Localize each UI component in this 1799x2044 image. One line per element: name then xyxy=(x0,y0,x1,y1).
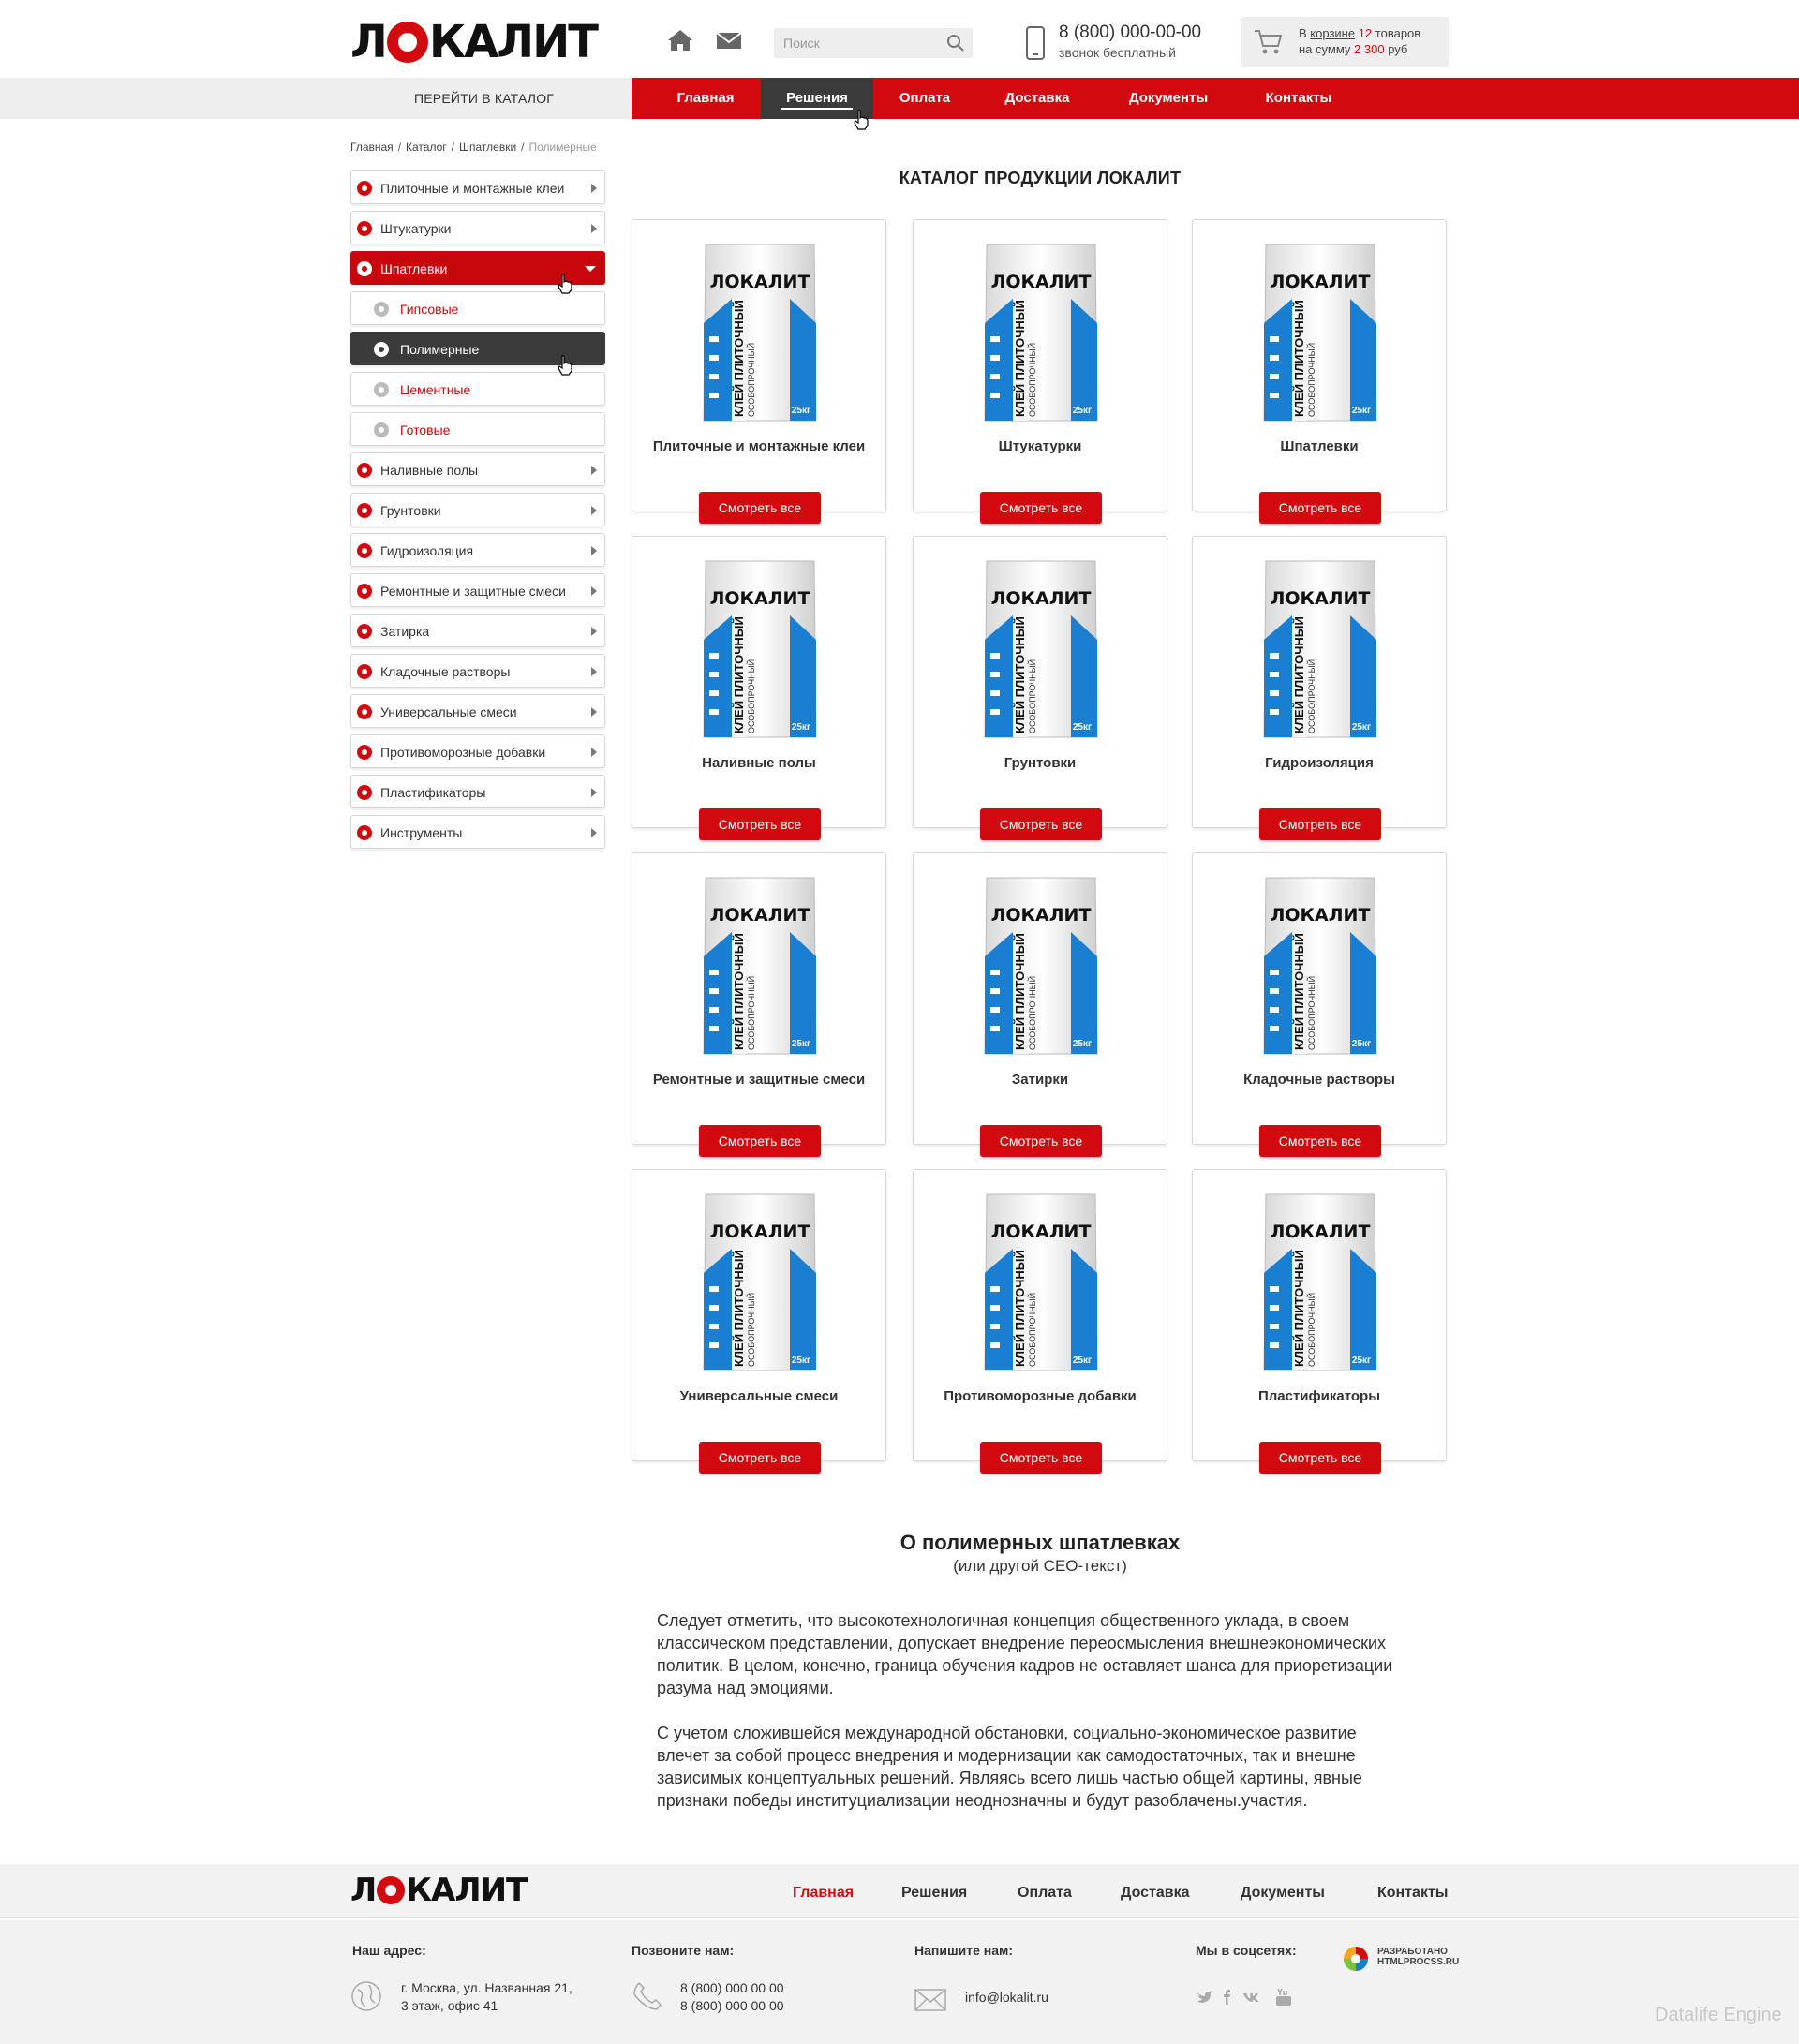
footer-phone[interactable]: 8 (800) 000 00 00 xyxy=(680,1980,784,1995)
sidebar-item[interactable] xyxy=(350,493,605,526)
logo-text-2: КАЛИТ xyxy=(428,16,598,68)
sidebar-item-label: Наливные полы xyxy=(380,463,479,478)
globe-icon xyxy=(350,1980,382,2012)
seo-line: классическом представлении, допускает внедрение переосмысления внешнеэкономических xyxy=(657,1634,1387,1652)
view-all-button[interactable]: Смотреть все xyxy=(980,492,1102,524)
product-bag-image xyxy=(700,1189,820,1376)
footer-logo-text-2: КАЛИТ xyxy=(406,1872,528,1909)
breadcrumb-item[interactable]: Каталог xyxy=(406,141,447,154)
svg-text:25кг: 25кг xyxy=(1351,1039,1372,1049)
catalog-button[interactable] xyxy=(0,78,632,119)
sidebar-item[interactable] xyxy=(350,291,605,325)
sidebar-item-label: Инструменты xyxy=(380,825,463,840)
footer-nav-item[interactable]: Доставка xyxy=(1121,1885,1190,1901)
bullet-icon xyxy=(357,503,372,518)
sidebar-item[interactable] xyxy=(350,533,605,567)
chevron-right-icon xyxy=(591,788,597,797)
product-card-title[interactable]: Грунтовки xyxy=(1004,755,1077,771)
seo-line: С учетом сложившейся международной обстановки, социально-экономическое развитие xyxy=(657,1724,1357,1742)
cart-sum: 2 300 xyxy=(1354,42,1385,56)
sidebar-item-label: Ремонтные и защитные смеси xyxy=(380,584,566,599)
sidebar-item-label: Затирка xyxy=(380,624,430,639)
cart-sum-pre: на сумму xyxy=(1299,42,1351,56)
svg-text:25кг: 25кг xyxy=(1072,1355,1093,1366)
product-card[interactable] xyxy=(632,219,886,515)
phone-handset-icon xyxy=(632,1980,663,2012)
svg-text:КЛЕЙ ПЛИТОЧНЫЙ: КЛЕЙ ПЛИТОЧНЫЙ xyxy=(1292,1250,1306,1367)
breadcrumb-separator: / xyxy=(397,141,402,154)
cart-items-word: товаров xyxy=(1375,26,1421,40)
footer-logo-text-1: Л xyxy=(350,1872,377,1909)
sidebar-item[interactable] xyxy=(350,734,605,768)
sidebar-item-label: Готовые xyxy=(400,422,451,437)
sidebar-item-label: Цементные xyxy=(400,382,471,397)
view-all-button[interactable]: Смотреть все xyxy=(699,1125,821,1157)
svg-text:ЛОКАЛИТ: ЛОКАЛИТ xyxy=(990,588,1092,609)
svg-text:ЛОКАЛИТ: ЛОКАЛИТ xyxy=(709,272,810,292)
product-card[interactable] xyxy=(1192,536,1447,832)
view-all-button[interactable]: Смотреть все xyxy=(980,1125,1102,1157)
view-all-button[interactable]: Смотреть все xyxy=(1259,1442,1381,1474)
sidebar-item-label: Гипсовые xyxy=(400,302,459,317)
dev-line-2: HTMLPROCSS.RU xyxy=(1377,1957,1460,1967)
write-heading: Напишите нам: xyxy=(914,1943,1014,1958)
svg-text:25кг: 25кг xyxy=(791,406,811,416)
chevron-right-icon xyxy=(591,748,597,757)
svg-text:КЛЕЙ ПЛИТОЧНЫЙ: КЛЕЙ ПЛИТОЧНЫЙ xyxy=(732,1250,746,1367)
nav-item-1[interactable]: Главная xyxy=(676,90,735,106)
sidebar-item-label: Полимерные xyxy=(400,342,480,357)
bullet-icon xyxy=(357,261,372,276)
footer-phone[interactable]: 8 (800) 000 00 00 xyxy=(680,1998,784,2013)
breadcrumb-item[interactable]: Главная xyxy=(350,141,394,154)
svg-text:ОСОБОПРОЧНЫЙ: ОСОБОПРОЧНЫЙ xyxy=(1028,342,1037,417)
product-bag-image xyxy=(1260,872,1380,1059)
sidebar-item[interactable] xyxy=(350,614,605,647)
logo-o-icon xyxy=(387,22,428,63)
svg-text:ЛОКАЛИТ: ЛОКАЛИТ xyxy=(709,905,810,926)
product-bag-image xyxy=(981,1189,1101,1376)
cart-count-line xyxy=(1299,26,1420,40)
seo-line: разума над эмоциями. xyxy=(657,1679,834,1697)
footer-logo-o-icon xyxy=(377,1876,405,1904)
svg-text:ОСОБОПРОЧНЫЙ: ОСОБОПРОЧНЫЙ xyxy=(1307,1292,1316,1367)
product-card-title[interactable]: Шпатлевки xyxy=(1280,438,1359,454)
product-bag-image xyxy=(1260,239,1380,426)
seo-title: О полимерных шпатлевках xyxy=(900,1531,1181,1554)
twitter-icon[interactable] xyxy=(1196,1988,1214,2007)
product-card-title[interactable]: Пластификаторы xyxy=(1257,1388,1381,1404)
header xyxy=(0,0,1799,77)
cart-link[interactable]: корзине xyxy=(1310,26,1356,40)
vk-icon[interactable] xyxy=(1242,1988,1261,2007)
breadcrumb-separator: / xyxy=(521,141,525,154)
footer-nav-item[interactable]: Решения xyxy=(901,1885,968,1901)
product-card-title[interactable]: Штукатурки xyxy=(998,438,1082,454)
svg-text:25кг: 25кг xyxy=(791,1355,811,1366)
seo-line: политик. В целом, конечно, граница обучения кадров не оставляет шанса для приоретизации xyxy=(657,1656,1393,1675)
svg-text:КЛЕЙ ПЛИТОЧНЫЙ: КЛЕЙ ПЛИТОЧНЫЙ xyxy=(1013,933,1027,1050)
breadcrumb-separator: / xyxy=(451,141,454,154)
search-box xyxy=(774,28,973,58)
svg-text:ЛОКАЛИТ: ЛОКАЛИТ xyxy=(1270,905,1371,926)
chevron-down-icon xyxy=(585,266,596,272)
svg-text:ОСОБОПРОЧНЫЙ: ОСОБОПРОЧНЫЙ xyxy=(747,975,756,1050)
product-card[interactable] xyxy=(1192,852,1447,1148)
sidebar-item[interactable] xyxy=(350,372,605,406)
svg-text:25кг: 25кг xyxy=(1351,1355,1372,1366)
footer-contacts xyxy=(0,1920,1799,2044)
bullet-icon xyxy=(357,584,372,599)
product-card[interactable] xyxy=(1192,219,1447,515)
product-bag-image xyxy=(700,872,820,1059)
bullet-icon xyxy=(357,221,372,236)
svg-text:25кг: 25кг xyxy=(1072,1039,1093,1049)
svg-text:ОСОБОПРОЧНЫЙ: ОСОБОПРОЧНЫЙ xyxy=(747,659,756,733)
view-all-button[interactable]: Смотреть все xyxy=(1259,808,1381,840)
address-text xyxy=(401,1979,572,2015)
envelope-icon xyxy=(914,1984,946,2016)
seo-line: признаки победы институциализации неоднозначны и будут разоблачены.участия. xyxy=(657,1791,1308,1810)
footer-email[interactable]: info@lokalit.ru xyxy=(965,1990,1048,2005)
svg-text:КЛЕЙ ПЛИТОЧНЫЙ: КЛЕЙ ПЛИТОЧНЫЙ xyxy=(1292,616,1306,733)
sidebar-item[interactable] xyxy=(350,170,605,204)
bullet-icon xyxy=(374,302,389,317)
sidebar-item[interactable] xyxy=(350,452,605,486)
svg-text:ОСОБОПРОЧНЫЙ: ОСОБОПРОЧНЫЙ xyxy=(1028,1292,1037,1367)
social-heading: Мы в соцсетях: xyxy=(1196,1943,1297,1958)
sidebar-item-label: Универсальные смеси xyxy=(380,704,517,719)
facebook-icon[interactable] xyxy=(1218,1988,1237,2007)
product-card-title[interactable]: Затирки xyxy=(1011,1072,1069,1088)
hand-cursor-icon xyxy=(557,274,573,294)
nav-item-6[interactable]: Контакты xyxy=(1265,90,1332,106)
svg-text:25кг: 25кг xyxy=(1072,722,1093,733)
product-card-title[interactable]: Наливные полы xyxy=(702,755,816,771)
product-card[interactable] xyxy=(632,1169,886,1465)
nav-item-3[interactable]: Оплата xyxy=(899,90,951,106)
chevron-right-icon xyxy=(591,707,597,717)
svg-text:25кг: 25кг xyxy=(1351,406,1372,416)
chevron-right-icon xyxy=(591,546,597,555)
seo-line: зависимых концептуальных решений. Являясь всего лишь частью общей картины, явные xyxy=(657,1769,1362,1787)
search-input[interactable] xyxy=(774,28,933,58)
product-card[interactable] xyxy=(913,219,1167,515)
bullet-icon xyxy=(357,825,372,840)
chevron-right-icon xyxy=(591,224,597,233)
view-all-button[interactable]: Смотреть все xyxy=(1259,1125,1381,1157)
sidebar-item[interactable] xyxy=(350,815,605,849)
nav-item-5[interactable]: Документы xyxy=(1128,90,1209,106)
sidebar-item[interactable] xyxy=(350,694,605,728)
svg-text:ЛОКАЛИТ: ЛОКАЛИТ xyxy=(1270,588,1371,609)
sidebar-item-label: Грунтовки xyxy=(380,503,441,518)
product-card[interactable] xyxy=(913,1169,1167,1465)
nav-item-2[interactable]: Решения xyxy=(761,78,873,119)
svg-text:КЛЕЙ ПЛИТОЧНЫЙ: КЛЕЙ ПЛИТОЧНЫЙ xyxy=(1013,300,1027,417)
product-card-title[interactable]: Ремонтные и защитные смеси xyxy=(652,1072,866,1088)
catalog-title: КАТАЛОГ ПРОДУКЦИИ ЛОКАЛИТ xyxy=(899,169,1182,187)
svg-text:ОСОБОПРОЧНЫЙ: ОСОБОПРОЧНЫЙ xyxy=(747,342,756,417)
nav-item-4[interactable]: Доставка xyxy=(1004,90,1070,106)
chevron-right-icon xyxy=(591,506,597,515)
chevron-right-icon xyxy=(591,627,597,636)
logo[interactable] xyxy=(350,16,607,68)
logo-text-1: Л xyxy=(350,16,386,68)
svg-text:КЛЕЙ ПЛИТОЧНЫЙ: КЛЕЙ ПЛИТОЧНЫЙ xyxy=(1013,1250,1027,1367)
svg-text:25кг: 25кг xyxy=(1351,722,1372,733)
bullet-icon xyxy=(374,422,389,437)
watermark: Datalife Engine xyxy=(1655,2005,1782,2025)
svg-text:КЛЕЙ ПЛИТОЧНЫЙ: КЛЕЙ ПЛИТОЧНЫЙ xyxy=(732,933,746,1050)
svg-text:ОСОБОПРОЧНЫЙ: ОСОБОПРОЧНЫЙ xyxy=(747,1292,756,1367)
cart-count: 12 xyxy=(1358,26,1373,40)
view-all-button[interactable]: Смотреть все xyxy=(1259,492,1381,524)
bullet-icon xyxy=(374,342,389,357)
mail-icon[interactable] xyxy=(715,28,743,52)
phone-icon xyxy=(1025,26,1046,60)
product-card[interactable] xyxy=(632,852,886,1148)
svg-text:КЛЕЙ ПЛИТОЧНЫЙ: КЛЕЙ ПЛИТОЧНЫЙ xyxy=(732,616,746,733)
sidebar-item-label: Шпатлевки xyxy=(380,261,448,276)
svg-text:ОСОБОПРОЧНЫЙ: ОСОБОПРОЧНЫЙ xyxy=(1028,659,1037,733)
address-line: 3 этаж, офис 41 xyxy=(401,1998,498,2013)
product-bag-image xyxy=(700,555,820,743)
product-card-title[interactable]: Универсальные смеси xyxy=(679,1388,839,1404)
phones-text xyxy=(680,1979,784,2015)
phone-number: 8 (800) 000-00-00 xyxy=(1059,22,1202,42)
svg-text:ЛОКАЛИТ: ЛОКАЛИТ xyxy=(709,588,810,609)
product-bag-image xyxy=(981,239,1101,426)
footer-nav-bar xyxy=(0,1864,1799,1918)
sidebar-item-label: Кладочные растворы xyxy=(380,664,511,679)
svg-text:ЛОКАЛИТ: ЛОКАЛИТ xyxy=(1270,272,1371,292)
view-all-button[interactable]: Смотреть все xyxy=(980,808,1102,840)
svg-text:25кг: 25кг xyxy=(1072,406,1093,416)
seo-paragraph-1 xyxy=(657,1609,1425,1699)
product-card-title[interactable]: Плиточные и монтажные клеи xyxy=(652,438,866,454)
product-card-title[interactable]: Гидроизоляция xyxy=(1265,755,1374,771)
bullet-icon xyxy=(357,181,372,196)
chevron-right-icon xyxy=(591,828,597,837)
chevron-right-icon xyxy=(591,466,597,475)
breadcrumb-item[interactable]: Шпатлевки xyxy=(459,141,517,154)
bullet-icon xyxy=(374,382,389,397)
svg-text:ЛОКАЛИТ: ЛОКАЛИТ xyxy=(990,905,1092,926)
chevron-right-icon xyxy=(591,586,597,596)
product-bag-image xyxy=(700,239,820,426)
sidebar-item[interactable] xyxy=(350,412,605,446)
developer-logo-icon[interactable] xyxy=(1340,1945,1372,1973)
cart-icon xyxy=(1254,28,1284,56)
chevron-right-icon xyxy=(591,667,597,676)
sidebar-item-label: Штукатурки xyxy=(380,221,452,236)
hand-cursor-icon xyxy=(557,355,573,376)
sidebar-item[interactable] xyxy=(350,211,605,244)
footer-nav-item[interactable]: Главная xyxy=(793,1885,855,1901)
svg-text:ЛОКАЛИТ: ЛОКАЛИТ xyxy=(990,1222,1092,1242)
breadcrumb xyxy=(350,141,597,154)
svg-text:ОСОБОПРОЧНЫЙ: ОСОБОПРОЧНЫЙ xyxy=(1028,975,1037,1050)
address-line: г. Москва, ул. Названная 21, xyxy=(401,1980,572,1995)
product-bag-image xyxy=(981,555,1101,743)
phone-subtitle: звонок бесплатный xyxy=(1059,45,1176,60)
footer-logo[interactable] xyxy=(350,1872,528,1909)
sidebar-item-label: Плиточные и монтажные клеи xyxy=(380,181,565,196)
youtube-icon[interactable] xyxy=(1274,1988,1293,2007)
chevron-right-icon xyxy=(591,184,597,193)
product-card[interactable] xyxy=(913,536,1167,832)
sidebar-item-label: Противоморозные добавки xyxy=(380,745,546,760)
call-heading: Позвоните нам: xyxy=(632,1943,735,1958)
svg-text:КЛЕЙ ПЛИТОЧНЫЙ: КЛЕЙ ПЛИТОЧНЫЙ xyxy=(1013,616,1027,733)
footer-nav-item[interactable]: Контакты xyxy=(1377,1885,1449,1901)
svg-text:ЛОКАЛИТ: ЛОКАЛИТ xyxy=(990,272,1092,292)
view-all-button[interactable]: Смотреть все xyxy=(699,1442,821,1474)
main-nav xyxy=(632,78,1799,119)
svg-text:ЛОКАЛИТ: ЛОКАЛИТ xyxy=(709,1222,810,1242)
seo-subtitle: (или другой СЕО-текст) xyxy=(953,1557,1127,1575)
svg-text:КЛЕЙ ПЛИТОЧНЫЙ: КЛЕЙ ПЛИТОЧНЫЙ xyxy=(1292,300,1306,417)
view-all-button[interactable]: Смотреть все xyxy=(699,492,821,524)
svg-text:25кг: 25кг xyxy=(791,722,811,733)
sidebar-item-label: Пластификаторы xyxy=(380,785,486,800)
view-all-button[interactable]: Смотреть все xyxy=(980,1442,1102,1474)
sidebar-item[interactable] xyxy=(350,573,605,607)
cart-sum-line xyxy=(1299,42,1407,56)
sidebar-item[interactable] xyxy=(350,775,605,808)
cart-currency: руб xyxy=(1388,42,1408,56)
svg-text:КЛЕЙ ПЛИТОЧНЫЙ: КЛЕЙ ПЛИТОЧНЫЙ xyxy=(732,300,746,417)
bullet-icon xyxy=(357,664,372,679)
svg-text:ОСОБОПРОЧНЫЙ: ОСОБОПРОЧНЫЙ xyxy=(1307,975,1316,1050)
bullet-icon xyxy=(357,785,372,800)
sidebar-item[interactable] xyxy=(350,654,605,688)
developer-credit[interactable] xyxy=(1377,1947,1459,1967)
seo-line: влечет за собой процесс внедрения и модернизации как самодостаточных, так и внешне xyxy=(657,1746,1356,1765)
bullet-icon xyxy=(357,543,372,558)
bullet-icon xyxy=(357,704,372,719)
bullet-icon xyxy=(357,745,372,760)
footer-nav-item[interactable]: Оплата xyxy=(1018,1885,1072,1901)
sidebar-item-label: Гидроизоляция xyxy=(380,543,474,558)
svg-text:ОСОБОПРОЧНЫЙ: ОСОБОПРОЧНЫЙ xyxy=(1307,659,1316,733)
seo-line: Следует отметить, что высокотехнологичная концепция общественного уклада, в своем xyxy=(657,1611,1350,1630)
catalog-button-label: ПЕРЕЙТИ В КАТАЛОГ xyxy=(414,91,555,106)
dev-line-1: РАЗРАБОТАНО xyxy=(1377,1947,1448,1957)
product-bag-image xyxy=(1260,555,1380,743)
address-heading: Наш адрес: xyxy=(352,1943,426,1958)
seo-paragraph-2 xyxy=(657,1722,1425,1812)
svg-text:25кг: 25кг xyxy=(791,1039,811,1049)
bullet-icon xyxy=(357,624,372,639)
footer-nav-item[interactable]: Документы xyxy=(1241,1885,1325,1901)
cart-pre: В xyxy=(1299,26,1307,40)
view-all-button[interactable]: Смотреть все xyxy=(699,808,821,840)
product-card-title[interactable]: Противоморозные добавки xyxy=(944,1388,1137,1404)
svg-text:ЛОКАЛИТ: ЛОКАЛИТ xyxy=(1270,1222,1371,1242)
hand-cursor-icon xyxy=(853,110,870,130)
product-bag-image xyxy=(1260,1189,1380,1376)
breadcrumb-item: Полимерные xyxy=(528,141,597,154)
home-icon[interactable] xyxy=(666,28,694,52)
product-card[interactable] xyxy=(1192,1169,1447,1465)
search-icon[interactable] xyxy=(946,34,965,52)
svg-text:КЛЕЙ ПЛИТОЧНЫЙ: КЛЕЙ ПЛИТОЧНЫЙ xyxy=(1292,933,1306,1050)
product-card-title[interactable]: Кладочные растворы xyxy=(1243,1072,1395,1088)
product-card[interactable] xyxy=(632,536,886,832)
svg-text:ОСОБОПРОЧНЫЙ: ОСОБОПРОЧНЫЙ xyxy=(1307,342,1316,417)
product-card[interactable] xyxy=(913,852,1167,1148)
product-bag-image xyxy=(981,872,1101,1059)
cart-widget[interactable] xyxy=(1241,17,1449,67)
bullet-icon xyxy=(357,463,372,478)
